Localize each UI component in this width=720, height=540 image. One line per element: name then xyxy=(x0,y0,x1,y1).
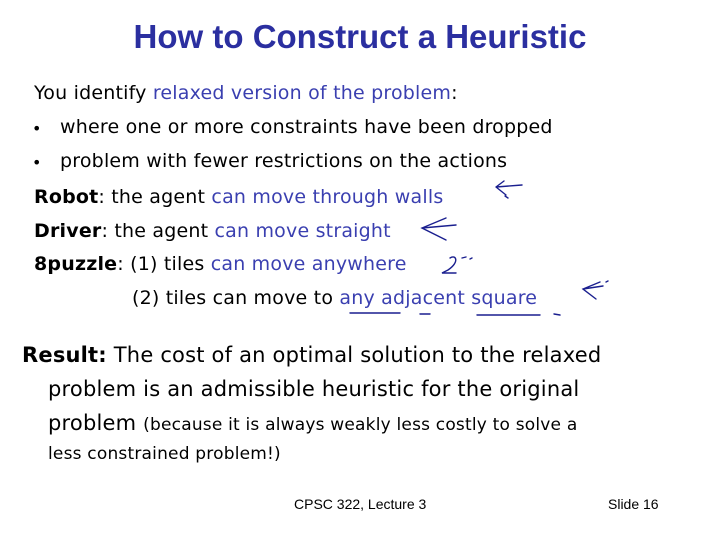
ink-arrow-robot xyxy=(496,181,522,198)
footer-slide-number: Slide 16 xyxy=(608,496,659,512)
robot-text: : the agent xyxy=(98,186,212,208)
puzzle-highlight-1: can move anywhere xyxy=(210,253,407,275)
ink-underline-tail xyxy=(554,314,560,315)
result-text-1: The cost of an optimal solution to the relaxed xyxy=(106,343,602,367)
puzzle-label: 8puzzle xyxy=(34,253,118,275)
driver-highlight: can move straight xyxy=(214,220,391,242)
bullet-marker-1: • xyxy=(32,119,42,138)
result-line-3 xyxy=(48,411,577,435)
puzzle-example-line2 xyxy=(132,287,537,309)
bullet-item-2: problem with fewer restrictions on the actions xyxy=(60,150,508,172)
robot-label: Robot xyxy=(34,186,99,208)
intro-highlight: relaxed version of the problem xyxy=(152,82,452,104)
puzzle-highlight-2: any adjacent square xyxy=(339,287,538,309)
driver-text: : the agent xyxy=(101,220,215,242)
ink-mark-puzzle xyxy=(442,257,472,273)
result-text-3-big: problem xyxy=(48,411,144,435)
ink-arrow-square xyxy=(583,281,608,299)
driver-label: Driver xyxy=(34,220,102,242)
bullet-item-1: where one or more constraints have been dropped xyxy=(60,116,553,138)
ink-arrow-driver xyxy=(422,218,456,240)
intro-suffix: : xyxy=(451,82,458,104)
result-label: Result: xyxy=(22,343,107,367)
puzzle-text-1: : (1) tiles xyxy=(117,253,211,275)
result-line-4: less constrained problem!) xyxy=(48,444,281,464)
footer-course: CPSC 322, Lecture 3 xyxy=(294,496,427,512)
puzzle-example-line1 xyxy=(34,253,407,275)
robot-example xyxy=(34,186,443,208)
bullet-marker-2: • xyxy=(32,153,42,172)
driver-example xyxy=(34,220,391,242)
result-text-3-small: (because it is always weakly less costly to solve a xyxy=(143,415,578,435)
result-line-1 xyxy=(22,343,601,367)
puzzle-text-2: (2) tiles can move to xyxy=(132,287,340,309)
robot-highlight: can move through walls xyxy=(211,186,444,208)
result-line-2: problem is an admissible heuristic for the original xyxy=(48,377,580,401)
slide-title: How to Construct a Heuristic xyxy=(133,18,587,55)
intro-prefix: You identify xyxy=(34,82,153,104)
intro-line xyxy=(34,82,458,104)
